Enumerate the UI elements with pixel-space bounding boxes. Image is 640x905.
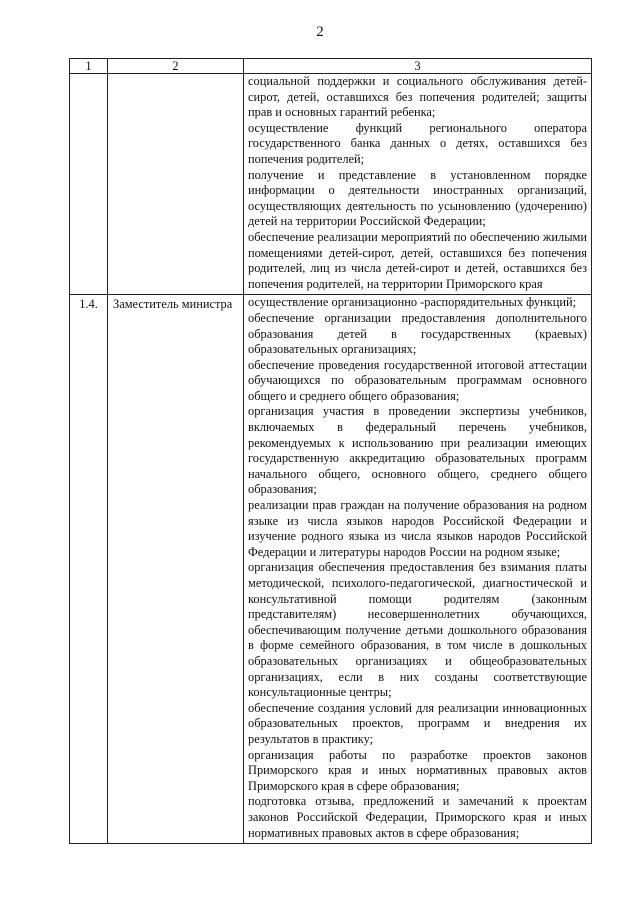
duty-item: осуществление организационно -распорядительных функций; (248, 295, 577, 310)
duty-item: обеспечение организации предоставления дополнительного образования детей в государственных (краевых) образовательных организациях; (248, 310, 587, 357)
duty-item: обеспечение создания условий для реализации инновационных образовательных проектов, программ и внедрения их результатов в практику; (248, 700, 587, 746)
duties-table (69, 58, 592, 844)
column-header-position: 2 (108, 59, 244, 74)
row-duties (244, 74, 592, 295)
row-position: Заместитель министра (108, 295, 244, 844)
duty-item: реализации прав граждан на получение образования на родном языке из числа языков народов Российской Федерации и изучение родного языка из числа языков народов Российской Федерации и литературы народов России на родном языке; (248, 498, 587, 559)
duty-item: обеспечение проведения государственной итоговой аттестации обучающихся по образовательным программам основного общего и среднего общего образования; (248, 357, 587, 403)
table-row (70, 74, 592, 295)
duty-item: организация обеспечения предоставления без взимания платы методической, психолого-педагогической, диагностической и консультативной помощи родителям (законным представителям) несовершеннолетних обучающихся, обеспечивающим получение детьми дошкольного образования в форме семейного образования, в том числе в дошкольных образовательных организациях и общеобразовательных организациях, если в них созданы соответствующие консультационные центры; (248, 560, 587, 700)
duty-item: организация работы по разработке проектов законов Приморского края и иных нормативных правовых актов Приморского края в сфере образования; (248, 747, 587, 793)
column-header-duties: 3 (244, 59, 592, 74)
column-header-number: 1 (70, 59, 108, 74)
page-number: 2 (316, 24, 324, 40)
row-number (70, 74, 108, 295)
duty-item: социальной поддержки и социального обслуживания детей-сирот, детей, оставшихся без попечения родителей; защиты прав и основных гарантий ребенка; (248, 74, 587, 120)
row-position (108, 74, 244, 295)
duty-item: обеспечение реализации мероприятий по обеспечению жилыми помещениями детей-сирот, детей, оставшихся без попечения родителей, лиц из числа детей-сирот и детей, оставшихся без попечения родителей, на территории Приморского края (248, 229, 587, 291)
row-number: 1.4. (70, 295, 108, 844)
table-header-row (70, 59, 592, 74)
duty-item: организация участия в проведении экспертизы учебников, включаемых в федеральный перечень учебников, рекомендуемых к использованию при реализации имеющих государственную аккредитацию образовательных программ начального общего, основного общего, среднего общего образования; (248, 404, 587, 497)
row-duties (244, 295, 592, 844)
duty-item: получение и представление в установленном порядке информации о деятельности иностранных организаций, осуществляющих деятельность по усыновлению (удочерению) детей на территории Российской Федерации; (248, 167, 587, 229)
table-row (70, 295, 592, 844)
duty-item: подготовка отзыва, предложений и замечаний к проектам законов Российской Федерации, Приморского края и иных нормативных правовых актов в сфере образования; (248, 794, 587, 840)
duty-item: осуществление функций регионального оператора государственного банка данных о детях, оставшихся без попечения родителей; (248, 120, 587, 166)
